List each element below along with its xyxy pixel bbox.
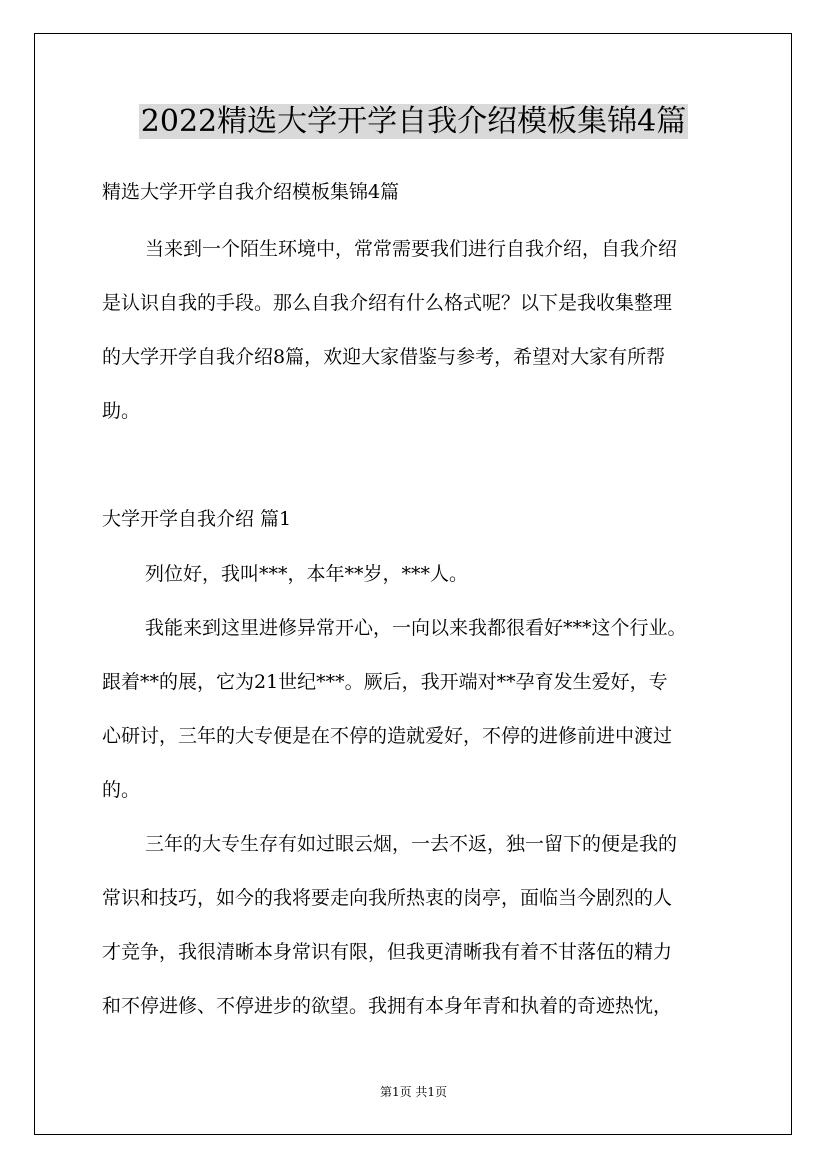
para2-line-3: 心研讨，三年的大专便是在不停的造就爱好，不停的进修前进中渡过 (102, 725, 673, 747)
para2-line-2: 跟着**的展，它为21世纪***。厥后，我开端对**孕育发生爱好，专 (102, 671, 668, 693)
para3-line-4: 和不停进修、不停进步的欲望。我拥有本身年青和执着的奇迹热忱， (102, 995, 673, 1017)
page-number-footer: 第1页 共1页 (379, 1085, 448, 1099)
para3-line-2: 常识和技巧，如今的我将要走向我所热衷的岗亭，面临当今剧烈的人 (102, 887, 673, 909)
document-title (0, 100, 827, 144)
intro-line-3: 的大学开学自我介绍8篇，欢迎大家借鉴与参考，希望对大家有所帮 (102, 346, 666, 368)
section-heading: 大学开学自我介绍 篇1 (102, 508, 292, 530)
para3-line-1: 三年的大专生存有如过眼云烟，一去不返，独一留下的便是我的 (145, 833, 678, 855)
para2-line-4: 的。 (102, 779, 141, 801)
para1-line-1: 列位好，我叫***，本年**岁，***人。 (145, 563, 469, 585)
intro-line-4: 助。 (102, 400, 141, 422)
document-title-text: 2022精选大学开学自我介绍模板集锦4篇 (140, 104, 687, 139)
intro-line-1: 当来到一个陌生环境中，常常需要我们进行自我介绍，自我介绍 (145, 238, 678, 260)
para2-line-1: 我能来到这里进修异常开心，一向以来我都很看好***这个行业。 (145, 617, 687, 639)
document-subtitle: 精选大学开学自我介绍模板集锦4篇 (102, 181, 400, 203)
para3-line-3: 才竞争，我很清晰本身常识有限，但我更清晰我有着不甘落伍的精力 (102, 941, 673, 963)
intro-line-2: 是认识自我的手段。那么自我介绍有什么格式呢？以下是我收集整理 (102, 292, 673, 314)
